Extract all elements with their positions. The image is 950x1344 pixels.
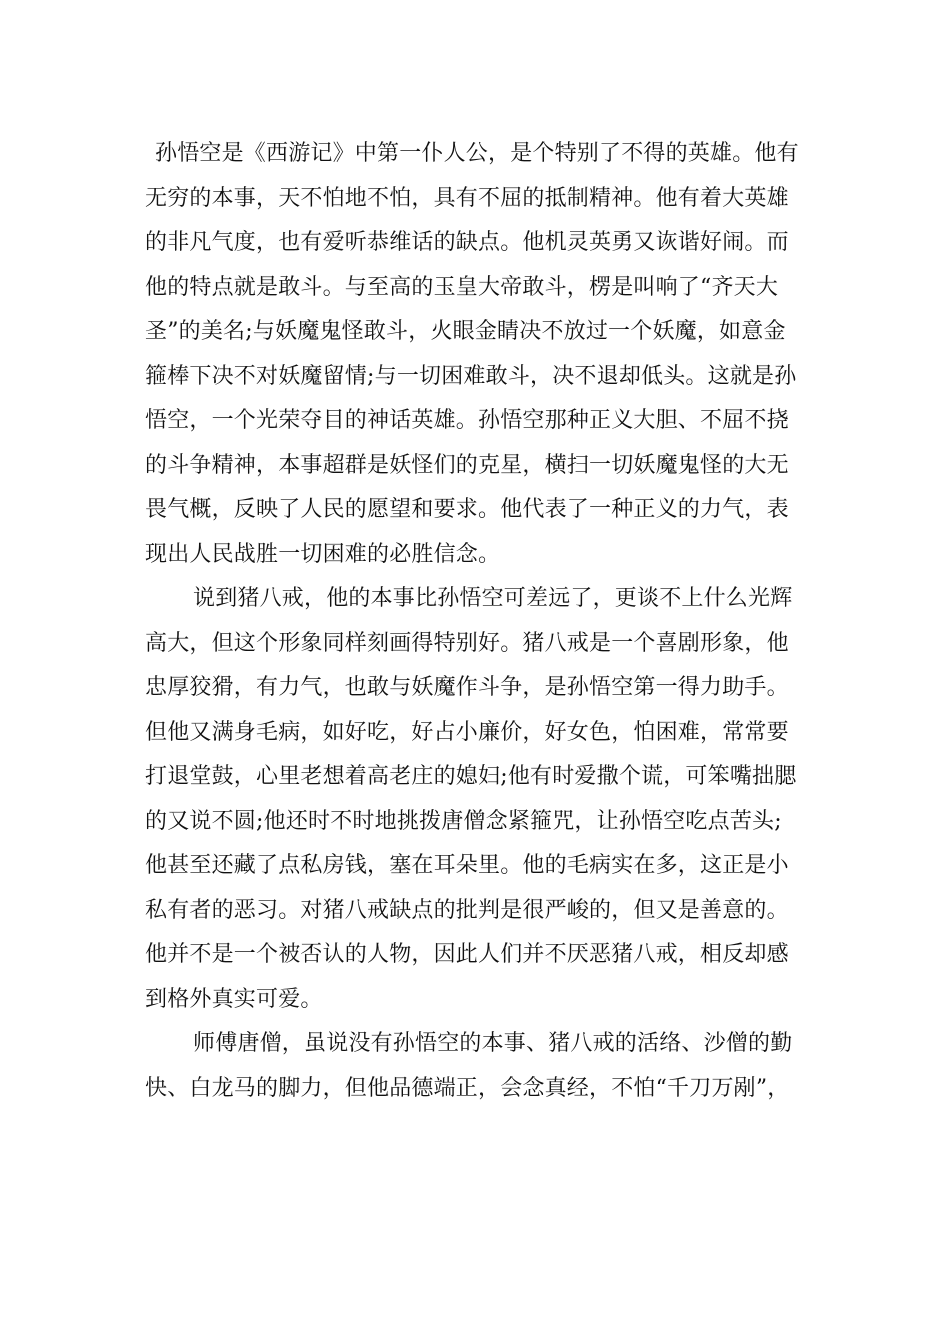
text-line: 箍棒下决不对妖魔留情;与一切困难敢斗，决不退却低头。这就是孙 <box>145 363 797 389</box>
text-line: 圣”的美名;与妖魔鬼怪敢斗，火眼金睛决不放过一个妖魔，如意金 <box>145 319 786 344</box>
text-line: 说到猪八戒，他的本事比孙悟空可差远了，更谈不上什么光辉 <box>193 586 793 611</box>
text-line: 他甚至还藏了点私房钱，塞在耳朵里。他的毛病实在多，这正是小 <box>145 853 789 878</box>
text-line: 他的特点就是敢斗。与至高的玉皇大帝敢斗，楞是叫响了“齐天大 <box>145 274 779 300</box>
text-line: 的斗争精神，本事超群是妖怪们的克星，横扫一切妖魔鬼怪的大无 <box>145 452 789 478</box>
paragraph <box>145 132 825 577</box>
paragraph <box>145 577 825 1022</box>
text-line: 快、白龙马的脚力，但他品德端正，会念真经，不怕“千刀万剐”， <box>145 1075 790 1101</box>
paragraph <box>145 1022 825 1111</box>
text-line: 无穷的本事，天不怕地不怕，具有不屈的抵制精神。他有着大英雄 <box>145 185 789 211</box>
text-line: 打退堂鼓，心里老想着高老庄的媳妇;他有时爱撒个谎，可笨嘴拙腮 <box>145 764 797 789</box>
text-line: 师傅唐僧，虽说没有孙悟空的本事、猪八戒的活络、沙僧的勤 <box>193 1031 793 1056</box>
text-line: 畏气概，反映了人民的愿望和要求。他代表了一种正义的力气，表 <box>145 497 789 522</box>
text-line: 到格外真实可爱。 <box>145 986 323 1012</box>
document-body <box>145 132 825 1111</box>
text-line: 悟空，一个光荣夺目的神话英雄。孙悟空那种正义大胆、不屈不挠 <box>145 408 789 433</box>
text-line: 但他又满身毛病，如好吃，好占小廉价，好女色，怕困难，常常要 <box>145 719 789 745</box>
text-line: 他并不是一个被否认的人物，因此人们并不厌恶猪八戒，相反却感 <box>145 942 789 967</box>
text-line: 的非凡气度，也有爱听恭维话的缺点。他机灵英勇又诙谐好闹。而 <box>145 230 789 255</box>
text-line: 现出人民战胜一切困难的必胜信念。 <box>145 541 501 567</box>
text-line: 高大，但这个形象同样刻画得特别好。猪八戒是一个喜剧形象，他 <box>145 630 789 656</box>
text-line: 忠厚狡猾，有力气，也敢与妖魔作斗争，是孙悟空第一得力助手。 <box>145 675 789 700</box>
text-line: 私有者的恶习。对猪八戒缺点的批判是很严峻的，但又是善意的。 <box>145 897 789 923</box>
text-line: 孙悟空是《西游记》中第一仆人公，是个特别了不得的英雄。他有 <box>155 141 799 166</box>
text-line: 的又说不圆;他还时不时地挑拨唐僧念紧箍咒，让孙悟空吃点苦头; <box>145 808 782 834</box>
